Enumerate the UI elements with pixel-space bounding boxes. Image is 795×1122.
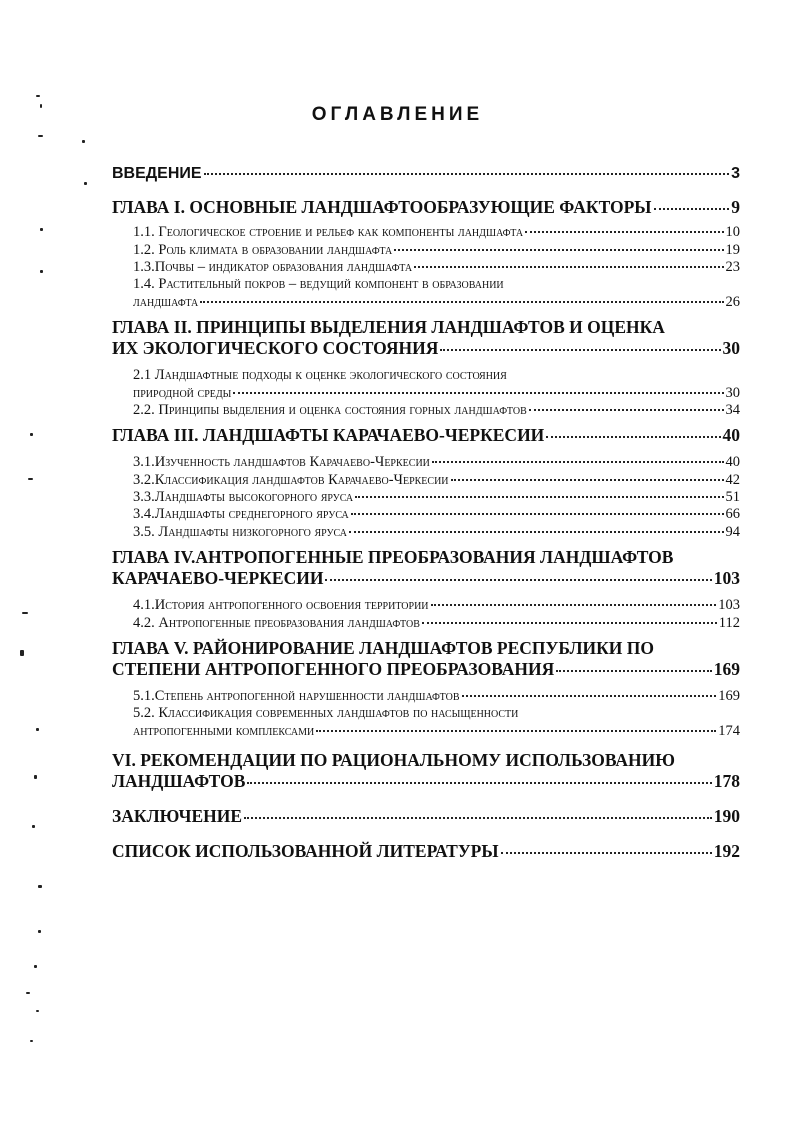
- scan-mark: [32, 825, 35, 828]
- scan-mark: [40, 104, 42, 108]
- toc-entry-section-3-5[interactable]: [133, 524, 740, 541]
- toc-entry-bibliography[interactable]: [112, 841, 740, 862]
- toc-entry-text: 1.3.Почвы – индикатор образования ландшафта: [133, 258, 413, 275]
- toc-entry-section-4-1[interactable]: [133, 597, 740, 614]
- toc-entry-text: природной среды: [133, 384, 232, 401]
- toc-entry-chapter-6[interactable]: [112, 750, 740, 792]
- toc-entry-page: 34: [725, 401, 740, 418]
- toc-entry-text-line1: 5.2. Классификация современных ландшафтов по насыщенности: [133, 705, 519, 722]
- toc-entry-section-5-2[interactable]: [133, 705, 740, 740]
- toc-entry-page: 169: [718, 688, 740, 705]
- toc-entry-text: 1.2. Роль климата в образовании ландшафта: [133, 241, 393, 258]
- scan-mark: [34, 965, 37, 968]
- toc-entry-chapter-3[interactable]: [112, 425, 740, 446]
- toc-entry-text: 4.1.История антропогенного освоения территории: [133, 597, 429, 614]
- dot-leader: [431, 604, 717, 606]
- toc-entry-page: 103: [718, 597, 740, 614]
- toc-entry-text: СПИСОК ИСПОЛЬЗОВАННОЙ ЛИТЕРАТУРЫ: [112, 841, 499, 862]
- dot-leader: [325, 579, 711, 581]
- scan-mark: [40, 270, 43, 273]
- dot-leader: [529, 409, 724, 411]
- toc-entry-page: 30: [725, 384, 740, 401]
- dot-leader: [351, 513, 724, 515]
- scan-mark: [40, 228, 43, 231]
- toc-entry-page: 51: [725, 489, 740, 506]
- toc-entry-page: 40: [725, 454, 740, 471]
- toc-entry-section-1-4[interactable]: [133, 276, 740, 311]
- dot-leader: [355, 496, 723, 498]
- toc-entry-text-line1: VI. РЕКОМЕНДАЦИИ ПО РАЦИОНАЛЬНОМУ ИСПОЛЬЗОВАНИЮ: [112, 750, 675, 771]
- toc-entry-section-1-2[interactable]: [133, 242, 740, 259]
- toc-entry-text: КАРАЧАЕВО-ЧЕРКЕСИИ: [112, 568, 324, 589]
- toc-entry-page: 169: [713, 659, 740, 680]
- dot-leader: [204, 173, 730, 175]
- scan-mark: [84, 182, 87, 185]
- toc-entry-text: 3.2.Классификация ландшафтов Карачаево-Черкесии: [133, 471, 449, 488]
- dot-leader: [501, 852, 712, 854]
- toc-entry-page: 174: [718, 722, 740, 739]
- toc-entry-page: 9: [731, 197, 740, 218]
- dot-leader: [556, 670, 711, 672]
- toc-entry-text-line1: ГЛАВА IV.АНТРОПОГЕННЫЕ ПРЕОБРАЗОВАНИЯ ЛАНДШАФТОВ: [112, 547, 674, 568]
- toc-entry-text: 3.4.Ландшафты среднегорного яруса: [133, 506, 349, 523]
- dot-leader: [414, 266, 723, 268]
- table-of-contents: [112, 164, 740, 862]
- dot-leader: [247, 782, 711, 784]
- dot-leader: [244, 817, 712, 819]
- scan-mark: [28, 478, 33, 480]
- toc-entry-text: ЗАКЛЮЧЕНИЕ: [112, 806, 243, 827]
- toc-entry-text: ИХ ЭКОЛОГИЧЕСКОГО СОСТОЯНИЯ: [112, 338, 439, 359]
- toc-entry-page: 94: [725, 523, 740, 540]
- toc-entry-page: 192: [713, 841, 740, 862]
- dot-leader: [432, 461, 724, 463]
- toc-entry-conclusion[interactable]: [112, 806, 740, 827]
- toc-entry-text: СТЕПЕНИ АНТРОПОГЕННОГО ПРЕОБРАЗОВАНИЯ: [112, 659, 555, 680]
- scan-mark: [82, 140, 85, 143]
- toc-entry-text: 3.5. Ландшафты низкогорного яруса: [133, 523, 347, 540]
- dot-leader: [525, 231, 723, 233]
- scan-mark: [34, 775, 37, 779]
- toc-entry-page: 190: [713, 806, 740, 827]
- toc-entry-text-line1: ГЛАВА II. ПРИНЦИПЫ ВЫДЕЛЕНИЯ ЛАНДШАФТОВ И ОЦЕНКА: [112, 317, 665, 338]
- toc-entry-section-2-2[interactable]: [133, 402, 740, 419]
- toc-entry-section-1-3[interactable]: [133, 259, 740, 276]
- scan-mark: [38, 885, 42, 888]
- dot-leader: [462, 695, 717, 697]
- dot-leader: [422, 622, 717, 624]
- toc-entry-text: ГЛАВА I. ОСНОВНЫЕ ЛАНДШАФТООБРАЗУЮЩИЕ ФАКТОРЫ: [112, 197, 652, 218]
- toc-entry-text-line1: 1.4. Растительный покров – ведущий компонент в образовании: [133, 276, 504, 293]
- toc-entry-section-4-2[interactable]: [133, 615, 740, 632]
- toc-entry-page: 42: [725, 471, 740, 488]
- toc-entry-text: 3.1.Изученность ландшафтов Карачаево-Черкесии: [133, 454, 430, 471]
- scan-mark: [38, 135, 43, 137]
- toc-entry-page: 3: [731, 165, 740, 182]
- toc-entry-section-3-2[interactable]: [133, 472, 740, 489]
- toc-entry-page: 66: [725, 506, 740, 523]
- toc-entry-page: 112: [718, 614, 740, 631]
- toc-entry-page: 23: [725, 258, 740, 275]
- dot-leader: [451, 479, 724, 481]
- toc-entry-section-3-3[interactable]: [133, 489, 740, 506]
- toc-entry-text: ЛАНДШАФТОВ: [112, 771, 246, 792]
- scan-mark: [30, 433, 33, 436]
- toc-entry-section-1-1[interactable]: [133, 224, 740, 241]
- toc-entry-text: антропогенными комплексами: [133, 722, 315, 739]
- toc-entry-text: 1.1. Геологическое строение и рельеф как компоненты ландшафта: [133, 224, 524, 241]
- toc-entry-text-line1: 2.1 Ландшафтные подходы к оценке экологического состояния: [133, 367, 507, 384]
- scan-mark: [36, 95, 40, 97]
- toc-entry-section-3-4[interactable]: [133, 506, 740, 523]
- dot-leader: [440, 349, 720, 351]
- toc-entry-section-3-1[interactable]: [133, 454, 740, 471]
- toc-entry-text: 2.2. Принципы выделения и оценка состояния горных ландшафтов: [133, 401, 527, 418]
- toc-entry-page: 10: [725, 224, 740, 241]
- toc-entry-section-5-1[interactable]: [133, 688, 740, 705]
- toc-entry-chapter-1[interactable]: [112, 197, 740, 218]
- toc-entry-chapter-5[interactable]: [112, 638, 740, 680]
- toc-entry-page: 178: [713, 771, 740, 792]
- scan-mark: [26, 992, 30, 994]
- toc-entry-text: ГЛАВА III. ЛАНДШАФТЫ КАРАЧАЕВО-ЧЕРКЕСИИ: [112, 425, 545, 446]
- dot-leader: [394, 249, 723, 251]
- scan-mark: [38, 930, 41, 933]
- toc-entry-page: 103: [713, 568, 740, 589]
- dot-leader: [233, 392, 723, 394]
- toc-entry-text: 5.1.Степень антропогенной нарушенности ландшафтов: [133, 688, 460, 705]
- toc-entry-page: 30: [722, 338, 740, 359]
- dot-leader: [316, 730, 716, 732]
- page-title: ОГЛАВЛЕНИЕ: [311, 104, 484, 125]
- toc-entry-page: 19: [725, 241, 740, 258]
- scan-mark: [36, 728, 39, 731]
- toc-entry-introduction[interactable]: [112, 164, 740, 183]
- toc-entry-text: 4.2. Антропогенные преобразования ландшафтов: [133, 614, 420, 631]
- toc-entry-chapter-4[interactable]: [112, 547, 740, 589]
- dot-leader: [654, 208, 730, 210]
- dot-leader: [200, 301, 723, 303]
- toc-entry-text-line1: ГЛАВА V. РАЙОНИРОВАНИЕ ЛАНДШАФТОВ РЕСПУБЛИКИ ПО: [112, 638, 655, 659]
- scan-mark: [22, 612, 28, 614]
- toc-entry-chapter-2[interactable]: [112, 317, 740, 359]
- toc-entry-text: ВВЕДЕНИЕ: [112, 165, 202, 182]
- toc-entry-page: 26: [725, 293, 740, 310]
- toc-entry-section-2-1[interactable]: [133, 367, 740, 402]
- scan-mark: [36, 1010, 39, 1012]
- scan-mark: [30, 1040, 33, 1042]
- dot-leader: [349, 531, 724, 533]
- toc-entry-text: ландшафта: [133, 293, 199, 310]
- toc-entry-page: 40: [722, 425, 740, 446]
- toc-entry-text: 3.3.Ландшафты высокогорного яруса: [133, 489, 354, 506]
- dot-leader: [546, 436, 720, 438]
- scan-mark: [20, 650, 24, 656]
